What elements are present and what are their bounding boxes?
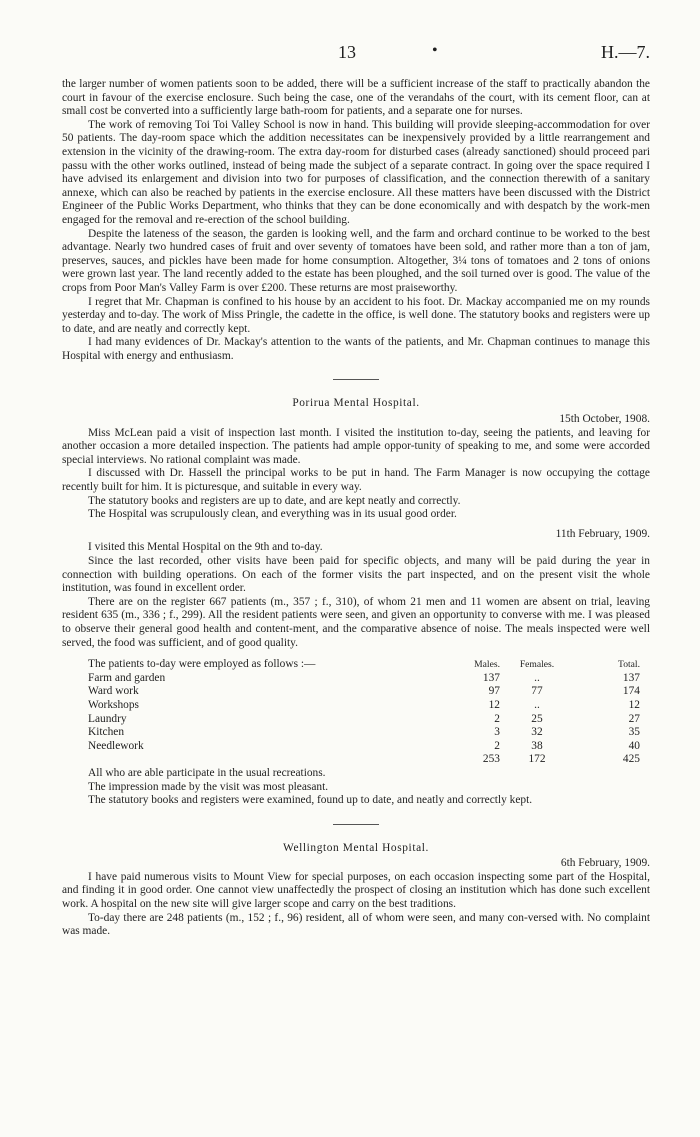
paragraph: Miss McLean paid a visit of inspection last month. I visited the institution to-day, seeing the patients, and leaving for another occasion a more detailed inspection. The patients had ample oppor-tunity of speaking to me, and some were accorded special interviews. No rational complaint was made. [62,426,650,466]
cell-total: 174 [622,685,640,698]
table-totals-row [88,753,640,767]
table-intro: The patients to-day were employed as follows :— [88,658,316,671]
paragraph: To-day there are 248 patients (m., 152 ; f., 96) resident, all of whom were seen, and many con-versed with. No complaint was made. [62,911,650,938]
cell-males: 97 [488,685,500,698]
table-row [88,685,640,699]
cell-males: 137 [482,671,500,684]
table-row [88,672,640,686]
cell-females: .. [534,698,540,711]
column-header-total: Total. [618,659,640,671]
section-heading-wellington: Wellington Mental Hospital. [283,841,429,854]
cell-total: 137 [622,671,640,684]
total-females: 172 [528,753,546,766]
cell-total: 27 [628,712,640,725]
total-males: 253 [482,753,500,766]
paragraph: The impression made by the visit was most pleasant. [88,780,329,793]
section-divider [333,824,379,825]
cell-total: 40 [628,739,640,752]
row-label: Needlework [88,739,144,752]
cell-total: 12 [628,698,640,711]
cell-females: 77 [531,685,543,698]
paragraph: I had many evidences of Dr. Mackay's attention to the wants of the patients, and Mr. Chapman continues to manage this Hospital with energy and enthusiasm. [62,336,650,362]
paragraph: I regret that Mr. Chapman is confined to his house by an accident to his foot. Dr. Mackay accompanied me on my rounds yesterday and to-day. The work of Miss Pringle, the cadette in the office, is well done. The statutory books and registers were up to date, and are neatly and correctly kept. [62,295,650,335]
paragraph: I have paid numerous visits to Mount View for special purposes, on each occasion inspecting some part of the Hospital, and finding it in good order. One cannot view unaffectedly the prospect of closing an institution which has done such excellent work. A hospital on the new site will give larger scope and carry on the best traditions. [62,870,650,911]
paragraph: There are on the register 667 patients (m., 357 ; f., 310), of whom 21 men and 11 women are absent on trial, leaving resident 635 (m., 336 ; f., 299). All the resident patients were seen, and given an opportunity to converse with me. I was pleased to observe their general good health and content-ment, and the comparative absence of noise. The meals inspected were well served, the food was sufficient, and of good quality. [62,595,650,649]
cell-total: 35 [628,726,640,739]
cell-females: 25 [531,712,543,725]
row-label: Workshops [88,698,139,711]
cell-males: 2 [494,739,500,752]
paragraph: The statutory books and registers were examined, found up to date, and neatly and correctly kept. [88,794,533,807]
table-row [88,740,640,754]
cell-females: 32 [531,726,543,739]
cell-males: 2 [494,712,500,725]
cell-females: 38 [531,739,543,752]
row-label: Ward work [88,685,139,698]
paragraph: All who are able participate in the usual recreations. [88,766,326,779]
report-date: 15th October, 1908. [559,413,650,426]
row-label: Laundry [88,712,127,725]
column-header-females: Females. [519,659,555,671]
column-header-males: Males. [474,659,500,671]
paragraph: the larger number of women patients soon to be added, there will be a sufficient increase of the staff to practically abandon the court in favour of the exercise enclosure. Such being the case, one of the verandahs of the court, with its cement floor, can at small cost be converted into a sufficiently large bath-room for patients, and a separate one for nurses. [62,78,650,118]
report-date: 6th February, 1909. [560,857,650,870]
table-row [88,699,640,713]
table-row [88,713,640,727]
cell-males: 12 [488,698,500,711]
paragraph: The Hospital was scrupulously clean, and everything was in its usual good order. [88,508,457,521]
paragraph: I discussed with Dr. Hassell the principal works to be put in hand. The Farm Manager is now occupying the cottage recently built for him. It is picturesque, and suitable in every way. [62,467,650,494]
paragraph: The statutory books and registers are up to date, and are kept neatly and correctly. [88,494,461,507]
document-reference: H.—7. [601,42,650,62]
table-row [88,726,640,740]
paragraph: Despite the lateness of the season, the garden is looking well, and the farm and orchard continue to be worked to the best advantage. Nearly two hundred cases of fruit and over seventy of tomatoes have been sold, and rather more than a ton of jam, preserves, sauces, and pickles have been made for home consumption. Altogether, 3¼ tons of tomatoes and 2 tons of onions were grown last year. The land recently added to the estate has been ploughed, and the soil turned over is good. The value of the crops from Poor Man's Valley Farm is over £200. These returns are most praiseworthy. [62,227,650,294]
report-date: 11th February, 1909. [555,527,650,540]
cell-males: 3 [494,726,500,739]
section-divider [333,379,379,380]
paragraph: The work of removing Toi Toi Valley School is now in hand. This building will provide sleeping-accommodation for over 50 patients. The day-room space which the addition necessitates can be inexpensively provided by a little rearrangement and extension in the vicinity of the drawing-room. The extra day-room for disturbed cases (already sanctioned) should proceed pari passu with the other works outlined, instead of being made the subject of a separate contract. In going over the space required I have advised its enlargement and division into two for purposes of classification, and the connection therewith of a sanitary annexe, which can also be reached by patients in the exercise enclosure. All these matters have been discussed with the District Engineer of the Public Works Department, who thinks that they can be done economically and with despatch by the work-men engaged for the removal and re-erection of the school building. [62,118,650,226]
employment-table [88,658,640,767]
paragraph: I visited this Mental Hospital on the 9th and to-day. [88,541,323,554]
page-number: 13 [338,42,356,62]
total-all: 425 [622,753,640,766]
header-dot: • [432,42,438,59]
row-label: Farm and garden [88,671,166,684]
row-label: Kitchen [88,726,125,739]
paragraph: Since the last recorded, other visits have been paid for specific objects, and many will be paid during the year in connection with building operations. On each of the former visits the part inspected, and on the present visit the whole institution, was found in excellent order. [62,555,650,595]
cell-females: .. [534,671,540,684]
section-heading-porirua: Porirua Mental Hospital. [292,397,420,410]
